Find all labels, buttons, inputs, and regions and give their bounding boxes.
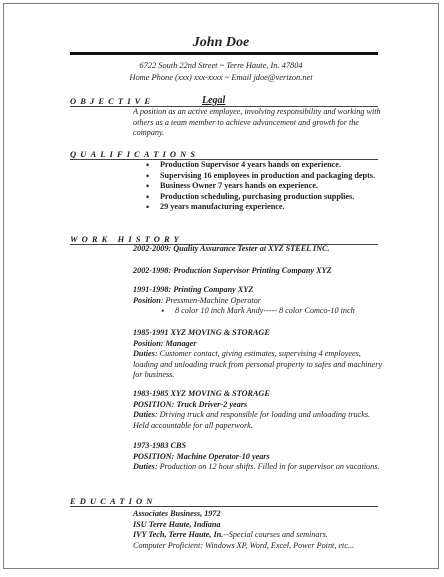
duties-text: : Driving truck and responsible for loading and unloading trucks. Held accountable for all paperwork.: [133, 410, 371, 430]
job-position: [133, 400, 387, 411]
job-position: [133, 452, 387, 463]
qualification-item: • Production scheduling, purchasing production supplies.: [144, 192, 384, 203]
resume-page: [3, 3, 439, 569]
education-note: --Special courses and seminars.: [223, 530, 328, 540]
duties-text: : Customer contact, giving estimates, supervising 4 employees, loading and unloading truck from personal property to safes and machinery for business.: [133, 349, 383, 380]
objective-text: A position as an active employee, involving responsibility and working with others as a team member to achieve advancement and growth for the company.: [133, 107, 381, 138]
education-heading: EDUCATION: [70, 496, 157, 506]
job-position: [133, 296, 387, 307]
qualification-item: • Supervising 16 employees in production and packaging depts.: [144, 171, 384, 182]
education-school: IVY Tech, Terre Haute, In.: [133, 530, 224, 540]
job-entry: [133, 441, 387, 473]
job-title: 1983-1985 XYZ MOVING & STORAGE: [133, 389, 270, 398]
qualification-item: • 29 years manufacturing experience.: [144, 202, 384, 213]
education-line: ISU Terre Haute, Indiana: [133, 519, 221, 529]
duties-text: : Production on 12 hour shifts. Filled in for supervisor on vacations.: [154, 462, 380, 472]
job-entry: [133, 285, 387, 317]
job-title: 2002-2009: Quality Assurance Tester at XYZ STEEL INC.: [133, 244, 330, 253]
qualifications-heading: QUALIFICATIONS: [70, 149, 200, 159]
position-text: : Pressmen-Machine Operator: [160, 295, 261, 305]
job-entry: [133, 244, 387, 255]
applicant-name: John Doe: [192, 35, 250, 50]
job-title: 1973-1983 CBS: [133, 441, 186, 450]
position-label: POSITION: Truck Driver-2 years: [133, 399, 248, 409]
qualifications-list: [144, 160, 384, 213]
education-block: [133, 509, 387, 551]
education-line: Computer Proficient: Windows XP, Word, Excel, Power Point, etc...: [133, 540, 355, 550]
duties-label: Duties: [133, 410, 155, 420]
phone-email-line: Home Phone (xxx) xxx-xxxx ~ Email jdoe@verizon.net: [129, 73, 313, 82]
job-title: 1991-1998: Printing Company XYZ: [133, 285, 254, 294]
duties-label: Duties: [133, 349, 155, 359]
education-divider: [70, 506, 378, 507]
position-label: Position: [133, 295, 161, 305]
objective-field: Legal: [202, 95, 226, 106]
job-entry: [133, 389, 387, 431]
job-bullet: • 8 color 10 inch Mark Andy----- 8 color Comco-10 inch: [133, 306, 387, 317]
job-entry: [133, 328, 387, 381]
qualification-item: • Production Supervisor 4 years hands on experience.: [144, 160, 384, 171]
education-line: Associates Business, 1972: [133, 509, 221, 518]
education-line: [133, 530, 387, 541]
job-entry: [133, 266, 387, 277]
work-history-heading: WORK HISTORY: [70, 234, 183, 244]
objective-heading: OBJECTIVE: [70, 96, 155, 106]
address-line: 6722 South 22nd Street ~ Terre Haute, In. 47804: [139, 61, 303, 70]
position-label: POSITION: Machine Operator-10 years: [133, 451, 270, 461]
job-position: [133, 339, 387, 350]
job-duties: [133, 349, 387, 381]
duties-label: Duties: [133, 462, 155, 472]
position-label: Position: Manager: [133, 338, 197, 348]
qualification-item: • Business Owner 7 years hands on experience.: [144, 181, 384, 192]
name-divider: [70, 52, 378, 55]
job-duties: [133, 410, 387, 431]
job-title: 2002-1998: Production Supervisor Printing Company XYZ: [133, 266, 332, 275]
contact-block: [4, 60, 438, 84]
job-title: 1985-1991 XYZ MOVING & STORAGE: [133, 328, 270, 337]
job-duties: [133, 462, 387, 473]
